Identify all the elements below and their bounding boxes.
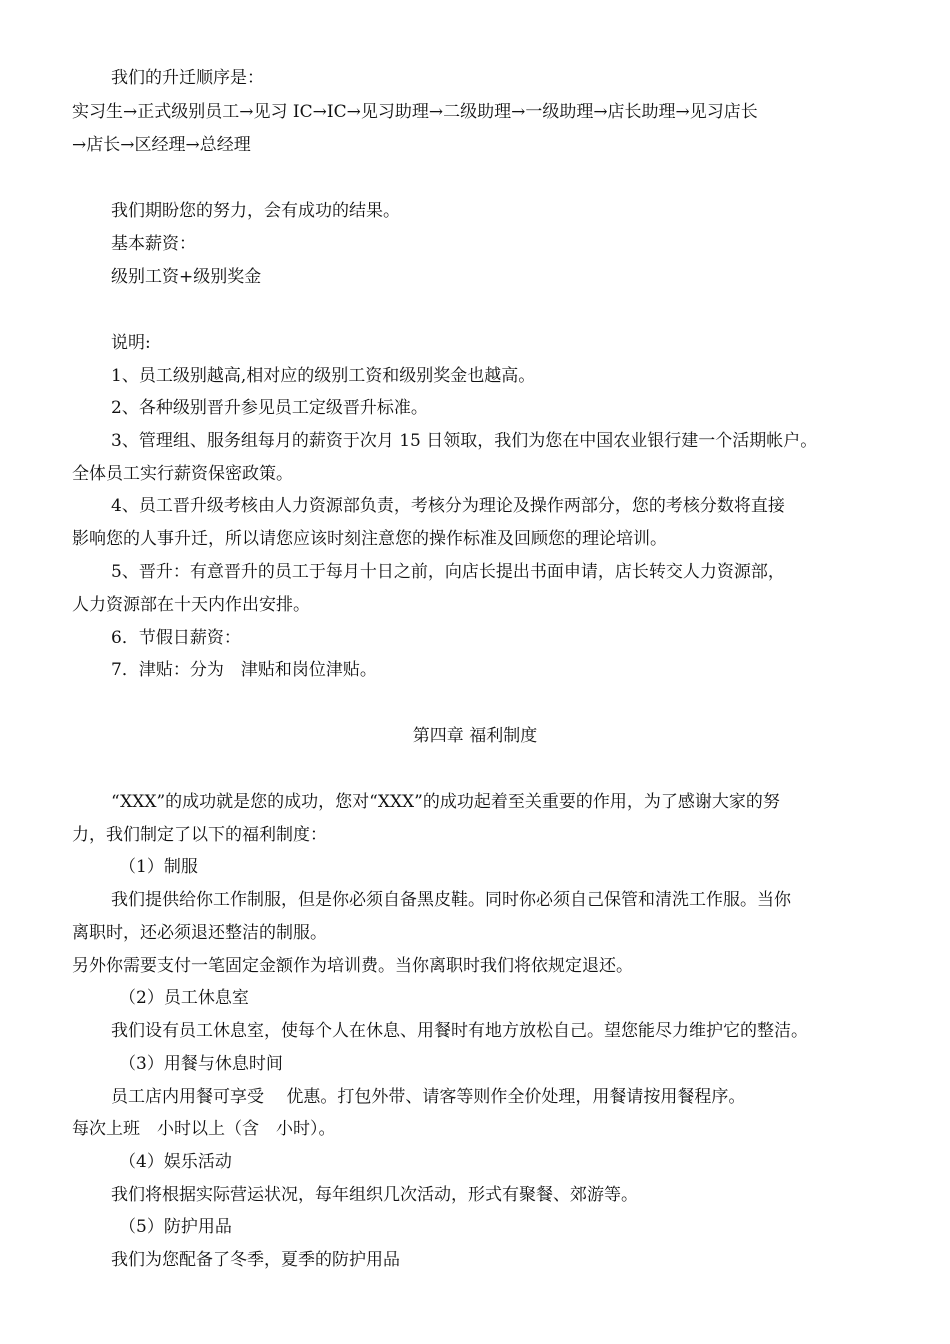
chapter-4-title: 第四章 福利制度 [412, 726, 538, 746]
section-uniform-title: （1）制服 [119, 857, 198, 877]
note-7: 7．津贴：分为 津贴和岗位津贴。 [111, 660, 377, 680]
notes-title: 说明: [111, 333, 151, 353]
section-recreation-title: （4）娱乐活动 [119, 1152, 232, 1172]
note-2: 2、各种级别晋升参见员工定级晋升标准。 [111, 398, 428, 418]
promotion-path-line-1: 实习生→正式级别员工→见习 IC→IC→见习助理→二级助理→一级助理→店长助理→见习店长 [72, 102, 758, 122]
uniform-line-1: 我们提供给你工作制服，但是你必须自备黑皮鞋。同时你必须自己保管和清洗工作服。当你 [111, 890, 791, 910]
uniform-line-3: 另外你需要支付一笔固定金额作为培训费。当你离职时我们将依规定退还。 [72, 956, 633, 976]
promotion-hope: 我们期盼您的努力，会有成功的结果。 [111, 201, 400, 221]
section-meals-title: （3）用餐与休息时间 [119, 1054, 283, 1074]
uniform-line-2: 离职时，还必须退还整洁的制服。 [72, 923, 327, 943]
note-4-line-2: 影响您的人事升迁，所以请您应该时刻注意您的操作标准及回顾您的理论培训。 [72, 529, 667, 549]
salary-formula: 级别工资+级别奖金 [111, 267, 262, 287]
note-5-line-2: 人力资源部在十天内作出安排。 [72, 595, 310, 615]
salary-label: 基本薪资： [111, 234, 196, 254]
section-lounge-title: （2）员工休息室 [119, 988, 249, 1008]
meals-line-1: 员工店内用餐可享受 优惠。打包外带、请客等则作全价处理，用餐请按用餐程序。 [111, 1087, 746, 1107]
welfare-intro-line-2: 力，我们制定了以下的福利制度： [72, 825, 327, 845]
note-1: 1、员工级别越高,相对应的级别工资和级别奖金也越高。 [111, 366, 536, 386]
protective-gear-line-1: 我们为您配备了冬季，夏季的防护用品 [111, 1250, 400, 1270]
note-3-line-1: 3、管理组、服务组每月的薪资于次月 15 日领取，我们为您在中国农业银行建一个活期帐户。 [111, 431, 818, 451]
note-6: 6．节假日薪资： [111, 628, 241, 648]
recreation-line-1: 我们将根据实际营运状况，每年组织几次活动，形式有聚餐、郊游等。 [111, 1185, 638, 1205]
promotion-path-line-2: →店长→区经理→总经理 [72, 135, 251, 155]
lounge-line-1: 我们设有员工休息室，使每个人在休息、用餐时有地方放松自己。望您能尽力维护它的整洁。 [111, 1021, 808, 1041]
promotion-intro: 我们的升迁顺序是： [111, 68, 264, 88]
welfare-intro-line-1: “XXX”的成功就是您的成功，您对“XXX”的成功起着至关重要的作用，为了感谢大家的努 [111, 792, 780, 812]
note-4-line-1: 4、员工晋升级考核由人力资源部负责，考核分为理论及操作两部分，您的考核分数将直接 [111, 496, 785, 516]
note-5-line-1: 5、晋升：有意晋升的员工于每月十日之前，向店长提出书面申请，店长转交人力资源部， [111, 562, 785, 582]
meals-line-2: 每次上班 小时以上（含 小时）。 [72, 1119, 336, 1139]
note-3-line-2: 全体员工实行薪资保密政策。 [72, 464, 293, 484]
section-protective-gear-title: （5）防护用品 [119, 1217, 232, 1237]
